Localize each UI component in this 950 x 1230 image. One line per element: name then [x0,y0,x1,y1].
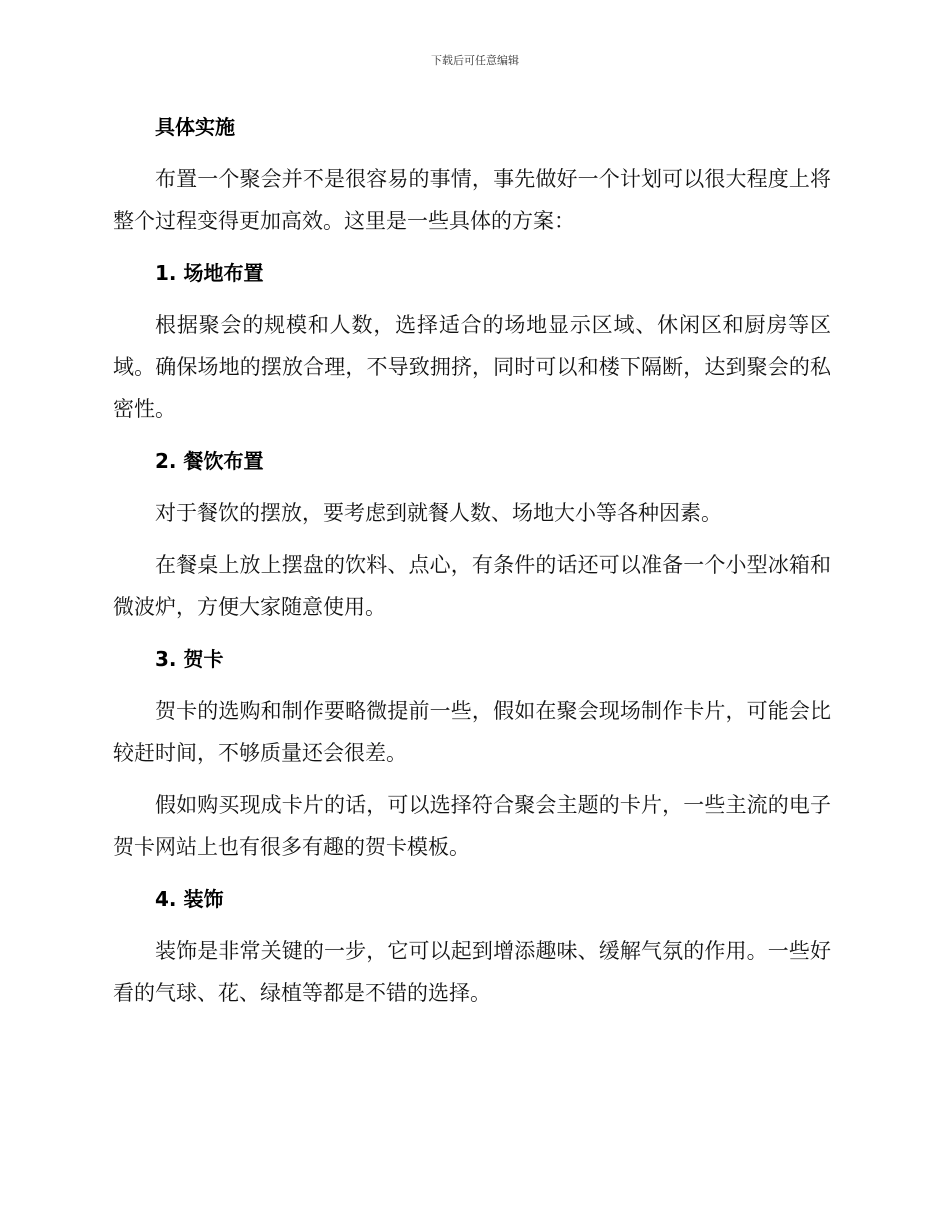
document-body [113,106,831,1014]
paragraph: 假如购买现成卡片的话，可以选择符合聚会主题的卡片，一些主流的电子贺卡网站上也有很多有趣的贺卡模板。 [113,793,831,859]
page-header: 下载后可任意编辑 [431,54,519,67]
section-heading-decoration: 4. 装饰 [155,887,224,911]
paragraph: 在餐桌上放上摆盘的饮料、点心，有条件的话还可以准备一个小型冰箱和微波炉，方便大家随意使用。 [113,553,831,619]
section-heading-implementation: 具体实施 [155,115,235,139]
paragraph: 对于餐饮的摆放，要考虑到就餐人数、场地大小等各种因素。 [155,501,722,525]
section-heading-catering: 2. 餐饮布置 [155,449,264,473]
paragraph: 贺卡的选购和制作要略微提前一些，假如在聚会现场制作卡片，可能会比较赶时间，不够质量还会很差。 [113,699,831,765]
paragraph: 布置一个聚会并不是很容易的事情，事先做好一个计划可以很大程度上将整个过程变得更加高效。这里是一些具体的方案： [113,167,831,233]
section-heading-cards: 3. 贺卡 [155,647,224,671]
paragraph: 根据聚会的规模和人数，选择适合的场地显示区域、休闲区和厨房等区域。确保场地的摆放合理，不导致拥挤，同时可以和楼下隔断，达到聚会的私密性。 [113,313,831,421]
section-heading-venue: 1. 场地布置 [155,261,264,285]
paragraph: 装饰是非常关键的一步，它可以起到增添趣味、缓解气氛的作用。一些好看的气球、花、绿植等都是不错的选择。 [113,939,831,1005]
